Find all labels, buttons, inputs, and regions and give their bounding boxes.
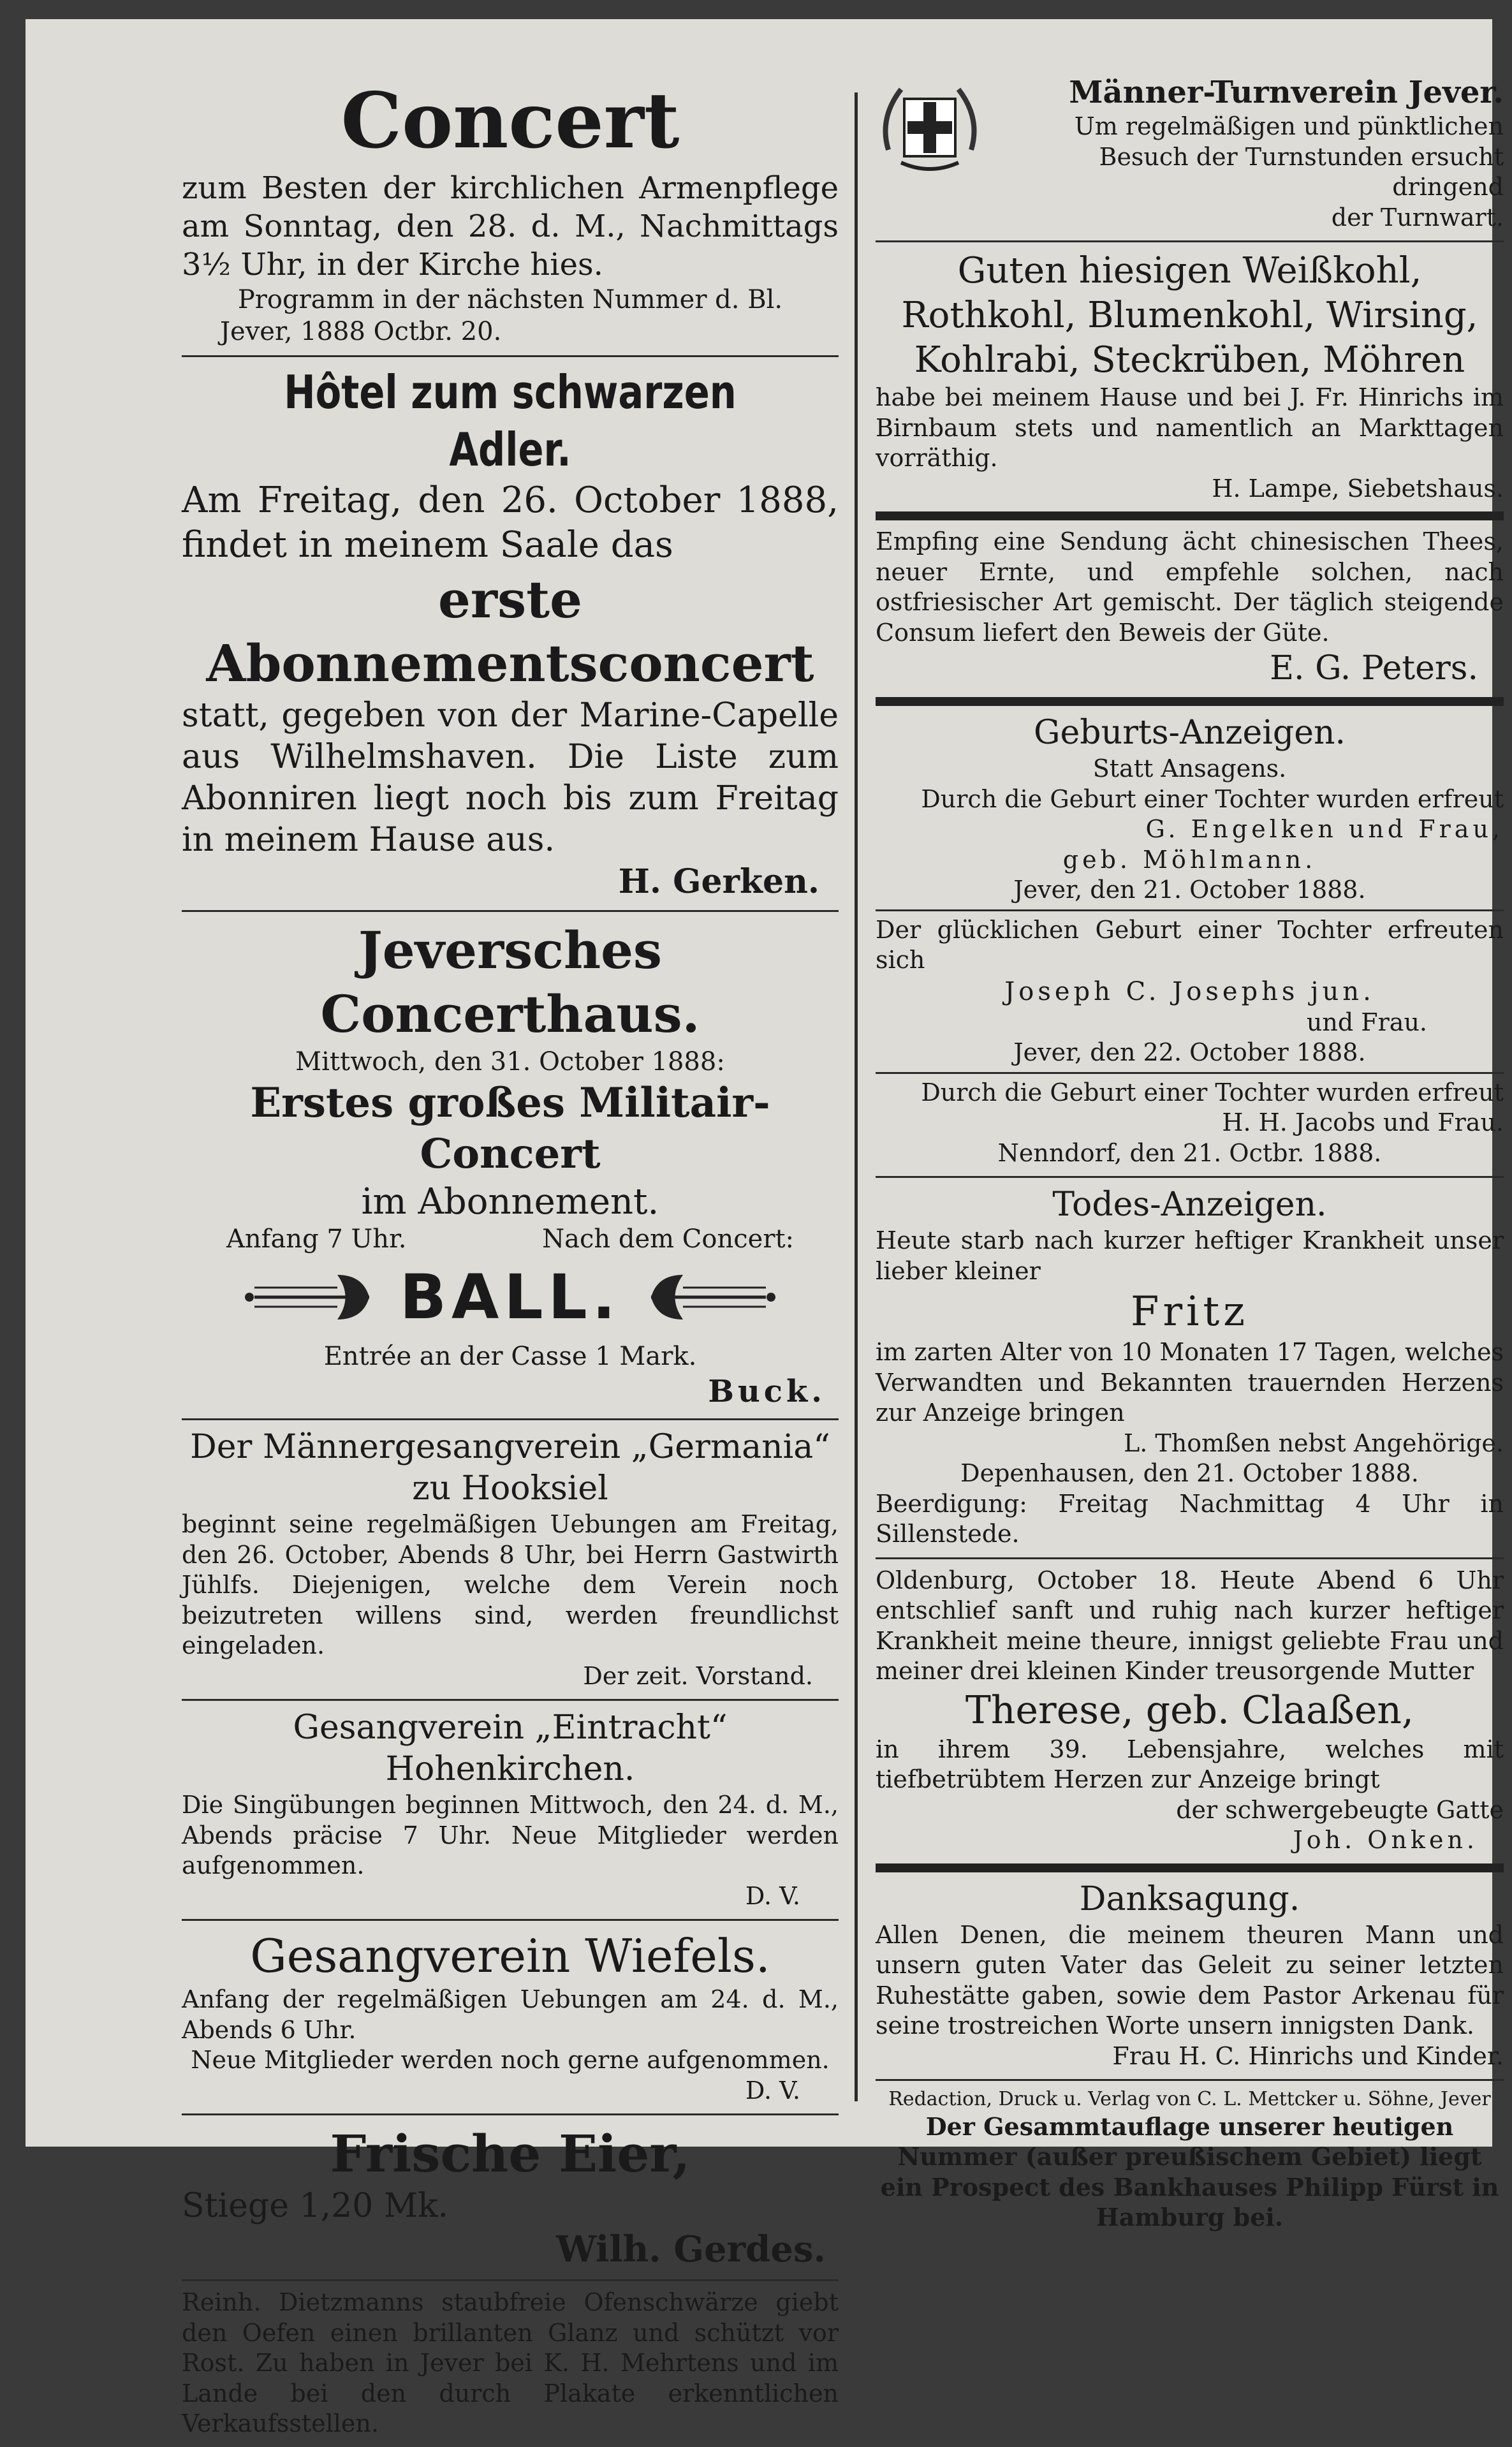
geburt-title: Geburts-Anzeigen. [1033,714,1346,752]
eintracht-signature: D. V. [745,1881,800,1910]
geburt-entry-3 [876,1074,1504,1169]
concert-title: Concert [341,76,680,166]
dank-title: Danksagung. [1079,1879,1300,1918]
eier-price: Stiege 1,20 Mk. [182,2187,449,2225]
newspaper-page [26,19,1504,2437]
ad-eintracht [182,1701,839,1921]
ad-thee [876,520,1504,706]
ad-turnverein [876,67,1504,242]
eintracht-title: Gesangverein „Eintracht“ Hohenkirchen. [293,1708,728,1788]
geburt-e1-names: G. Engelken und Frau, [1145,815,1504,843]
oldenburg-text2: in ihrem 39. Lebensjahre, welches mit tiefbetrübtem Herzen zur Anzeige bringt [876,1735,1504,1793]
geburt-e1-text: Durch die Geburt einer Tochter wurden erfreut [921,784,1504,813]
tod-text: Heute starb nach kurzer heftiger Krankheit unser lieber kleiner [876,1226,1504,1285]
thee-signature: E. G. Peters. [1270,649,1478,687]
concert-program: Programm in der nächsten Nummer d. Bl. [237,285,783,314]
ad-wiefels [182,1921,839,2115]
dank-text: Allen Denen, die meinem theuren Mann und unsern guten Vater das Geleit zu seiner letzten Ruhestätte gaben, sowie dem Pastor Arkenau für seine trostreichen Worte unsern innigsten Dank. [876,1920,1504,2039]
concerthaus-title: Jeversches Concerthaus. [320,920,700,1044]
eier-title: Frische Eier, [330,2124,691,2184]
geburt-e3-names: H. H. Jacobs und Frau. [1222,1108,1504,1136]
tod-signature: L. Thomßen nebst Angehörige. [1124,1429,1504,1457]
tod-name: Fritz [1131,1288,1249,1335]
kohl-text: habe bei meinem Hause und bei J. Fr. Hinrichs im Birnbaum stets und namentlich an Markttagen vorräthig. [876,383,1504,472]
ad-germania [182,1420,839,1701]
right-column [876,67,1504,2240]
concerthaus-date: Mittwoch, den 31. October 1888: [295,1047,725,1077]
tod-title: Todes-Anzeigen. [1052,1186,1327,1224]
ad-kohl [876,242,1504,520]
ad-oldenburg [876,1559,1504,1872]
turnverein-title: Männer-Turnverein Jever. [1069,75,1504,110]
geburt-e3-text: Durch die Geburt einer Tochter wurden erfreut [921,1078,1504,1106]
kohl-signature: H. Lampe, Siebetshaus. [1212,474,1504,503]
wiefels-signature: D. V. [745,2076,800,2105]
geburt-e3-date: Nenndorf, den 21. Octbr. 1888. [997,1138,1382,1167]
dank-signature: Frau H. C. Hinrichs und Kinder. [1112,2041,1504,2070]
geburt-e2-date: Jever, den 22. October 1888. [1013,1038,1366,1066]
footer [876,2081,1504,2240]
ornament-left-icon [242,1268,382,1326]
geburt-e2-names2: und Frau. [1306,1008,1427,1036]
ad-concerthaus [182,912,839,1420]
concerthaus-start: Anfang 7 Uhr. [226,1224,407,1254]
tod-burial: Beerdigung: Freitag Nachmittag 4 Uhr in Sillenstede. [876,1489,1504,1548]
oldenburg-text: Oldenburg, October 18. Heute Abend 6 Uhr entschlief sanft und ruhig nach kurzer heftiger Krankheit meine theure, innigst geliebte Frau und meiner drei kleinen Kinder treusorgende Mutter [876,1566,1504,1685]
geburt-e1-date: Jever, den 21. October 1888. [1013,876,1366,904]
ball-label: BALL. [399,1261,621,1333]
germania-place: zu Hooksiel [412,1469,608,1508]
geburt-e2-text: Der glücklichen Geburt einer Tochter erfreuten sich [876,915,1504,974]
geburt-e2-names: Joseph C. Josephs jun. [1004,976,1375,1006]
ad-tod [876,1178,1504,1559]
tod-date: Depenhausen, den 21. October 1888. [960,1459,1419,1487]
wiefels-text2: Neue Mitglieder werden noch gerne aufgenommen. [191,2046,830,2074]
oldenburg-signature: der schwergebeugte Gatte [1176,1795,1504,1824]
imprint: Redaction, Druck u. Verlag von C. L. Mettcker u. Söhne, Jever [888,2088,1491,2110]
adler-headline: erste Abonnementsconcert [206,569,814,693]
eintracht-text: Die Singübungen beginnen Mittwoch, den 24. d. M., Abends präcise 7 Uhr. Neue Mitglieder werden aufgenommen. [182,1791,839,1879]
adler-line1: Am Freitag, den 26. October 1888, findet in meinem Saale das [182,480,839,566]
thee-text: Empfing eine Sendung ächt chinesischen Thees, neuer Ernte, und empfehle solchen, nach ostfriesischer Art gemischt. Der täglich steigende Consum liefert den Beweis der Güte. [876,527,1504,647]
concert-text: zum Besten der kirchlichen Armenpflege am Sonntag, den 28. d. M., Nachmittags 3½ Uhr, in der Kirche hies. [182,170,839,283]
ad-concert [182,67,839,357]
turnverein-text: Um regelmäßigen und pünktlichen Besuch der Turnstunden ersucht dringend [1074,112,1504,201]
concerthaus-signature: Buck. [708,1374,826,1409]
kohl-headline: Guten hiesigen Weißkohl, Rothkohl, Blumenkohl, Wirsing, Kohlrabi, Steckrüben, Möhren [901,250,1478,381]
turner-cross-emblem-icon [876,73,984,182]
turnverein-signature: der Turnwart. [1331,203,1504,231]
concerthaus-entry: Entrée an der Casse 1 Mark. [323,1342,697,1371]
oldenburg-signature2: Joh. Onken. [1293,1826,1478,1854]
oldenburg-name: Therese, geb. Claaßen, [965,1687,1414,1733]
geburt-e1-born: geb. Möhlmann. [1062,845,1317,874]
wiefels-title: Gesangverein Wiefels. [250,1929,770,1983]
eier-signature: Wilh. Gerdes. [556,2228,826,2270]
concerthaus-after: Nach dem Concert: [542,1224,794,1254]
wiefels-text: Anfang der regelmäßigen Uebungen am 24. d. M., Abends 6 Uhr. [182,1985,839,2044]
germania-text: beginnt seine regelmäßigen Uebungen am Freitag, den 26. October, Abends 8 Uhr, bei Herrn Gastwirth Jühlfs. Diejenigen, welche dem Verein noch beizutreten willens sind, werden freundlichst eingeladen. [182,1510,839,1659]
geburt-note: Statt Ansagens. [1092,754,1287,783]
ad-eier [182,2115,839,2281]
geburt-entry-1 [876,784,1504,911]
ad-dank [876,1872,1504,2082]
ofen-text: Reinh. Dietzmanns staubfreie Ofenschwärze giebt den Oefen einen brillanten Glanz und schützt vor Rost. Zu haben in Jever bei K. H. Mehrtens und im Lande bei den durch Plakate erkenntlichen Verkaufsstellen. [182,2288,839,2437]
germania-signature: Der zeit. Vorstand. [583,1661,813,1690]
column-divider [855,92,858,2101]
concerthaus-times [182,1224,839,1254]
adler-signature: H. Gerken. [618,862,819,901]
adler-text: statt, gegeben von der Marine-Capelle aus Wilhelmshaven. Die Liste zum Abonniren liegt noch bis zum Freitag in meinem Hause aus. [182,696,839,859]
ornament-right-icon [638,1268,779,1326]
concert-date: Jever, 1888 Octbr. 20. [220,317,502,346]
concerthaus-headline: Erstes großes Militair-Concert [250,1079,770,1178]
ad-adler [182,357,839,912]
germania-title: Der Männergesangverein „Germania“ [190,1428,830,1466]
beilage-note: Der Gesammtauflage unserer heutigen Nummer (außer preußischem Gebiet) liegt ein Prospect des Bankhauses Philipp Fürst in Hamburg bei. [880,2112,1499,2231]
tod-text2: im zarten Alter von 10 Monaten 17 Tagen, welches Verwandten und Bekannten trauernden Herzens zur Anzeige bringen [876,1338,1504,1427]
concerthaus-sub: im Abonnement. [361,1181,659,1223]
geburt-entry-2 [876,911,1504,1074]
ad-ofen [182,2281,839,2447]
adler-title: Hôtel zum schwarzen Adler. [284,365,737,476]
ball-banner [182,1261,839,1333]
ad-geburt [876,706,1504,1178]
left-column [182,67,839,2447]
